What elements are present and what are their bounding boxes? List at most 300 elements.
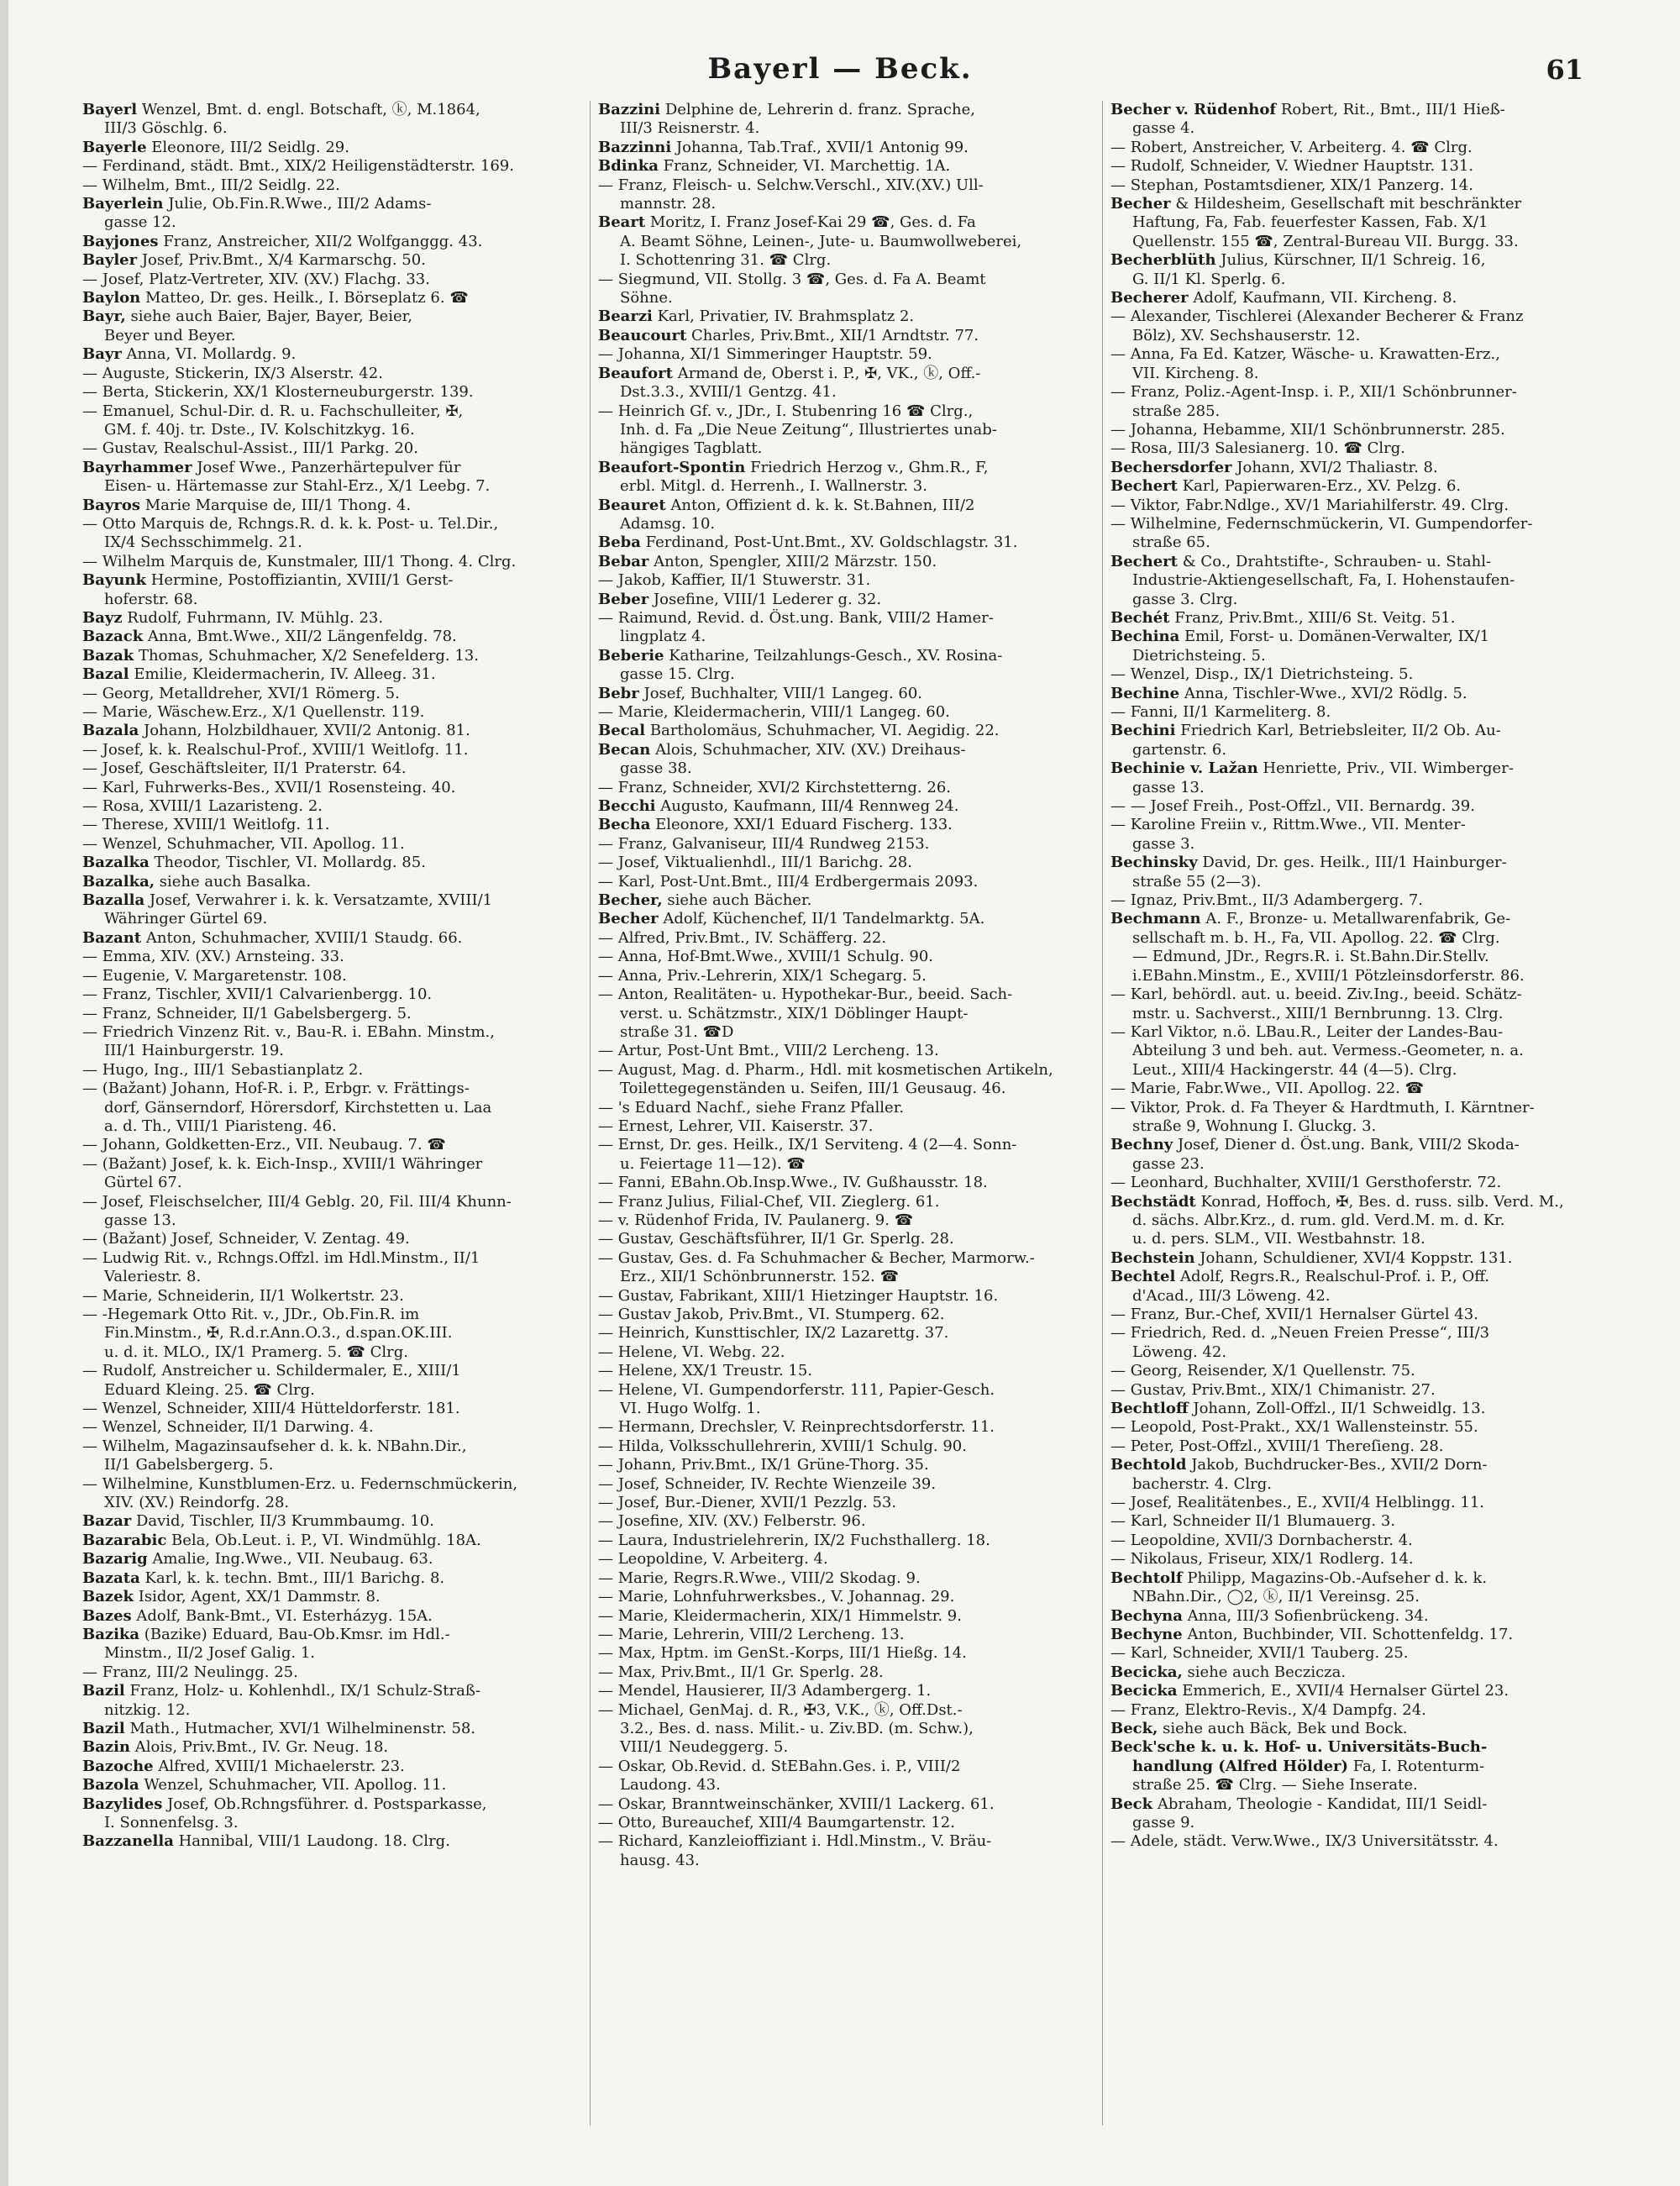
entry-surname: Bayz [82, 608, 123, 627]
entry-text: 3.2., Bes. d. nass. Milit.- u. Ziv.BD. (m. Schw.), [620, 1719, 974, 1737]
directory-entry-line [1110, 459, 1606, 477]
entry-text: Anna, Bmt.Wwe., XII/2 Längenfeldg. 78. [143, 628, 457, 646]
directory-entry-line [82, 271, 578, 289]
entry-text: — Karl, behördl. aut. u. beeid. Ziv.Ing., beeid. Schätz- [1110, 985, 1522, 1004]
entry-surname: Becherer [1110, 289, 1189, 307]
entry-text: — Berta, Stickerin, XX/1 Klosterneuburgerstr. 139. [82, 383, 474, 402]
directory-entry-line [1110, 741, 1606, 759]
entry-text: — Josef, Bur.-Diener, XVII/1 Pezzlg. 53. [598, 1494, 897, 1512]
entry-text: Josefine, VIII/1 Lederer g. 32. [648, 590, 882, 608]
entry-text: — Viktor, Fabr.Ndlge., XV/1 Mariahilferstr. 49. Clrg. [1110, 496, 1509, 514]
entry-text: Toilettegegenständen u. Seifen, III/1 Geusaug. 46. [620, 1080, 1006, 1098]
entry-text: Johann, Zoll-Offzl., II/1 Schweidlg. 13. [1188, 1400, 1486, 1418]
entry-surname: Bayr [82, 345, 122, 364]
directory-entry-line [82, 421, 578, 439]
directory-entry-line [1110, 1569, 1606, 1588]
entry-text: hoferstr. 68. [104, 590, 198, 608]
directory-entry-line [82, 647, 578, 665]
directory-entry-line [1110, 929, 1606, 948]
entry-text: — Franz, Galvaniseur, III/4 Rundweg 2153. [598, 834, 930, 853]
entry-text: — Richard, Kanzleioffiziant i. Hdl.Minstm., V. Bräu- [598, 1832, 992, 1851]
directory-entry-line [598, 741, 1094, 759]
directory-entry-line [598, 665, 1094, 684]
directory-entry-line [598, 1738, 1094, 1757]
directory-entry-line [82, 119, 578, 138]
directory-entry-line [82, 1211, 578, 1230]
entry-text: A. Beamt Söhne, Leinen-, Jute- u. Baumwollweberei, [620, 232, 1022, 250]
entry-surname: Bazola [82, 1776, 139, 1795]
entry-text: siehe auch Bäck, Bek und Bock. [1158, 1719, 1408, 1737]
entry-text: — Rosa, III/3 Salesianerg. 10. ☎ Clrg. [1110, 439, 1405, 458]
directory-entry-line [82, 345, 578, 364]
directory-entry-line [1110, 1437, 1606, 1456]
entry-text: gasse 38. [620, 759, 692, 778]
entry-text: — Friedrich Vinzenz Rit. v., Bau-R. i. EBahn. Minstm., [82, 1022, 495, 1041]
entry-surname: Bazak [82, 646, 134, 665]
entry-text: — Franz, Fleisch- u. Selchw.Verschl., XIV.(XV.) Ull- [598, 176, 984, 194]
entry-text: gasse 9. [1132, 1813, 1195, 1831]
directory-entry-line [82, 1287, 578, 1306]
directory-entry-line [1110, 1550, 1606, 1569]
entry-text: — Anton, Realitäten- u. Hypothekar-Bur., beeid. Sach- [598, 985, 1013, 1004]
entry-surname: Bazalka [82, 854, 150, 872]
directory-entry-line [1110, 1287, 1606, 1306]
directory-entry-line [1110, 779, 1606, 797]
entry-surname: Bebr [598, 684, 639, 702]
entry-surname: Bazin [82, 1738, 131, 1757]
directory-entry-line [1110, 383, 1606, 402]
entry-surname: Bazar [82, 1512, 132, 1531]
entry-text: — Karl, Schneider II/1 Blumauerg. 3. [1110, 1512, 1396, 1531]
directory-entry-line [598, 497, 1094, 515]
directory-entry-line [82, 383, 578, 402]
directory-entry-line [598, 1626, 1094, 1644]
directory-entry-line [1110, 1362, 1606, 1380]
entry-text: — Wenzel, Schneider, XIII/4 Hütteldorferstr. 181. [82, 1400, 460, 1418]
directory-entry-line [1110, 327, 1606, 345]
directory-entry-line [82, 459, 578, 477]
entry-text: — Wilhelmine, Kunstblumen-Erz. u. Federnschmückerin, [82, 1474, 518, 1493]
directory-entry-line [1110, 1475, 1606, 1494]
entry-text: — Adele, städt. Verw.Wwe., IX/3 Universitätsstr. 4. [1110, 1832, 1499, 1851]
directory-entry-line [82, 139, 578, 157]
directory-entry-line [1110, 967, 1606, 985]
entry-surname: Becher v. Rüdenhof [1110, 101, 1277, 118]
entry-text: erbl. Mitgl. d. Herrenh., I. Wallnerstr. 3. [620, 477, 927, 496]
entry-text: Karl, Privatier, IV. Brahmsplatz 2. [652, 307, 915, 326]
entry-text: — Ernest, Lehrer, VII. Kaiserstr. 37. [598, 1117, 874, 1135]
directory-entry-line [82, 233, 578, 251]
column-2 [598, 101, 1094, 2134]
directory-entry-line [82, 1456, 578, 1474]
entry-text: — Karl, Post-Unt.Bmt., III/4 Erdbergermais 2093. [598, 872, 979, 891]
directory-entry-line [1110, 157, 1606, 176]
directory-entry-line [1110, 873, 1606, 891]
directory-entry-line [1110, 1155, 1606, 1174]
directory-entry-line [1110, 365, 1606, 383]
directory-entry-line [82, 1155, 578, 1174]
entry-text: dorf, Gänserndorf, Hörersdorf, Kirchstetten u. Laa [104, 1098, 492, 1117]
directory-entry-line [82, 251, 578, 270]
directory-entry-line [598, 271, 1094, 289]
entry-text: VIII/1 Neudeggerg. 5. [620, 1738, 789, 1757]
entry-text: — Leopold, Post-Prakt., XX/1 Wallensteinstr. 55. [1110, 1418, 1478, 1437]
directory-entry-line [598, 1776, 1094, 1795]
entry-text: — Gustav, Fabrikant, XIII/1 Hietzinger Hauptstr. 16. [598, 1286, 999, 1305]
directory-entry-line [82, 1682, 578, 1700]
entry-surname: Bechstein [1110, 1248, 1195, 1267]
entry-text: — Oskar, Branntweinschänker, XVIII/1 Lackerg. 61. [598, 1795, 995, 1813]
directory-entry-line [82, 628, 578, 646]
entry-text: Henriette, Priv., VII. Wimberger- [1257, 759, 1514, 778]
entry-text: Adolf, Küchenchef, II/1 Tandelmarktg. 5A. [658, 910, 985, 928]
entry-text: Emil, Forst- u. Domänen-Verwalter, IX/1 [1179, 628, 1490, 646]
entry-text: Hannibal, VIII/1 Laudong. 18. Clrg. [173, 1832, 450, 1851]
entry-text: — Wenzel, Disp., IX/1 Dietrichsteing. 5. [1110, 665, 1414, 684]
directory-entry-line [598, 1343, 1094, 1362]
directory-entry-line [82, 1230, 578, 1248]
entry-text: Eleonore, XXI/1 Eduard Fischerg. 133. [650, 816, 953, 834]
entry-text: gasse 23. [1132, 1154, 1205, 1173]
directory-entry-line [598, 439, 1094, 458]
entry-text: gasse 13. [104, 1211, 176, 1229]
entry-surname: Bechersdorfer [1110, 458, 1232, 476]
entry-text: siehe auch Beczicza. [1182, 1663, 1347, 1681]
entry-text: Fa, I. Rotenturm- [1348, 1757, 1485, 1775]
directory-entry-line [598, 797, 1094, 816]
column-divider [1102, 101, 1103, 2126]
directory-entry-line [1110, 515, 1606, 533]
directory-entry-line [598, 213, 1094, 232]
directory-entry-line [1110, 1701, 1606, 1720]
entry-text: — Jakob, Kaffier, II/1 Stuwerstr. 31. [598, 571, 871, 590]
directory-entry-line [82, 1381, 578, 1400]
directory-entry-line [1110, 1230, 1606, 1248]
entry-text: — Stephan, Postamtsdiener, XIX/1 Panzerg. 14. [1110, 176, 1473, 194]
entry-text: — Ludwig Rit. v., Rchngs.Offzl. im Hdl.Minstm., II/1 [82, 1248, 480, 1267]
directory-entry-line [598, 1814, 1094, 1832]
directory-entry-line [82, 307, 578, 326]
directory-entry-line [1110, 759, 1606, 778]
entry-text: d. sächs. Albr.Krz., d. rum. gld. Verd.M. m. d. Kr. [1132, 1211, 1505, 1229]
directory-entry-line [598, 1117, 1094, 1136]
directory-entry-line [82, 101, 578, 119]
entry-text: — Nikolaus, Friseur, XIX/1 Rodlerg. 14. [1110, 1550, 1414, 1569]
directory-entry-line [598, 1663, 1094, 1682]
entry-text: — -Hegemark Otto Rit. v., JDr., Ob.Fin.R. im [82, 1306, 420, 1323]
directory-entry-line [1110, 1512, 1606, 1531]
entry-text: lingplatz 4. [620, 628, 706, 646]
entry-text: Augusto, Kaufmann, III/4 Rennweg 24. [655, 797, 959, 816]
directory-entry-line [1110, 497, 1606, 515]
directory-entry-line [598, 1061, 1094, 1080]
entry-surname: Bayjones [82, 232, 159, 250]
entry-surname: Bayerl [82, 101, 138, 118]
directory-entry-line [598, 533, 1094, 552]
entry-text: A. F., Bronze- u. Metallwarenfabrik, Ge- [1200, 910, 1511, 928]
entry-text: — Josef, Viktualienhdl., III/1 Barichg. 28. [598, 854, 912, 872]
entry-surname: Bazata [82, 1569, 140, 1587]
entry-text: Wenzel, Schuhmacher, VII. Apollog. 11. [139, 1776, 447, 1795]
directory-entry-line [1110, 213, 1606, 232]
directory-entry-line [82, 439, 578, 458]
entry-text: — Wenzel, Schneider, II/1 Darwing. 4. [82, 1418, 374, 1437]
entry-surname: Bayerlein [82, 195, 164, 213]
directory-entry-line [82, 591, 578, 609]
directory-entry-line [82, 1832, 578, 1851]
entry-text: Ferdinand, Post-Unt.Bmt., XV. Goldschlagstr. 31. [640, 533, 1018, 552]
entry-text: Dietrichsteing. 5. [1132, 646, 1266, 665]
directory-entry-line [1110, 1776, 1606, 1795]
entry-surname: Bayr, [82, 307, 126, 326]
entry-text: Josef, Diener d. Öst.ung. Bank, VIII/2 Skoda- [1173, 1136, 1520, 1154]
entry-text: Valeriestr. 8. [104, 1268, 202, 1286]
scan-margin-left [0, 0, 8, 2186]
page-number: 61 [1546, 54, 1583, 86]
entry-surname: Bayrhammer [82, 458, 192, 476]
entry-text: — Fanni, II/1 Karmeliterg. 8. [1110, 703, 1331, 721]
entry-text: — Therese, XVIII/1 Weitlofg. 11. [82, 816, 330, 834]
directory-entry-line [598, 1193, 1094, 1211]
entry-text: — Emma, XIV. (XV.) Arnsteing. 33. [82, 948, 344, 966]
directory-entry-line [1110, 176, 1606, 195]
entry-text: — — Josef Freih., Post-Offzl., VII. Bernardg. 39. [1110, 797, 1475, 816]
entry-text: hausg. 43. [620, 1851, 700, 1869]
entry-text: — Josef, Schneider, IV. Rechte Wienzeile 39. [598, 1474, 937, 1493]
entry-text: siehe auch Basalka. [155, 872, 312, 891]
directory-entry-line [82, 1644, 578, 1663]
directory-entry-line [598, 233, 1094, 251]
directory-entry-line [1110, 685, 1606, 703]
directory-entry-line [1110, 119, 1606, 138]
entry-text: — Rudolf, Schneider, V. Wiedner Hauptstr. 131. [1110, 157, 1474, 176]
directory-entry-line [82, 985, 578, 1004]
entry-text: Josef, Verwahrer i. k. k. Versatzamte, XVIII/1 [144, 891, 493, 910]
directory-entry-line [1110, 1381, 1606, 1400]
directory-entry-line [82, 685, 578, 703]
directory-entry-line [82, 1099, 578, 1117]
entry-surname: Becal [598, 722, 646, 740]
entry-text: gasse 15. Clrg. [620, 665, 735, 684]
directory-entry-line [598, 1852, 1094, 1870]
entry-surname: Bechyne [1110, 1625, 1183, 1643]
entry-surname: Bechtolf [1110, 1569, 1183, 1587]
directory-entry-line [82, 967, 578, 985]
directory-entry-line [82, 1701, 578, 1720]
entry-text: — Franz, Bur.-Chef, XVII/1 Hernalser Gürtel 43. [1110, 1306, 1478, 1323]
entry-surname: Beaufort-Spontin [598, 458, 746, 476]
entry-surname: Becher [598, 910, 659, 928]
directory-entry-line [82, 477, 578, 496]
directory-entry-line [598, 477, 1094, 496]
directory-entry-line [1110, 307, 1606, 326]
entry-text: — Anna, Hof-Bmt.Wwe., XVIII/1 Schulg. 90. [598, 948, 934, 966]
column-3 [1110, 101, 1606, 2134]
directory-entry-line [1110, 591, 1606, 609]
entry-text: — Josef, Platz-Vertreter, XIV. (XV.) Flachg. 33. [82, 270, 430, 288]
entry-text: Wenzel, Bmt. d. engl. Botschaft, ⓚ, M.1864, [137, 101, 480, 118]
entry-surname: Becchi [598, 797, 656, 816]
entry-text: Marie Marquise de, III/1 Thong. 4. [139, 496, 412, 514]
directory-entry-line [82, 289, 578, 307]
directory-entry-line [1110, 1720, 1606, 1738]
directory-entry-line [598, 948, 1094, 966]
entry-text: Matteo, Dr. ges. Heilk., I. Börseplatz 6. ☎ [140, 289, 469, 307]
entry-text: — Siegmund, VII. Stollg. 3 ☎, Ges. d. Fa A. Beamt [598, 270, 986, 288]
entry-surname: Becherblüth [1110, 251, 1216, 270]
entry-text: — Marie, Kleidermacherin, VIII/1 Langeg. 60. [598, 703, 950, 721]
entry-text: (Bazike) Eduard, Bau-Ob.Kmsr. im Hdl.- [139, 1625, 450, 1643]
entry-text: — Anna, Priv.-Lehrerin, XIX/1 Schegarg. 5. [598, 966, 927, 985]
directory-entry-line [598, 854, 1094, 872]
directory-entry-line [598, 1475, 1094, 1494]
entry-text: — Karl Viktor, n.ö. LBau.R., Leiter der Landes-Bau- [1110, 1022, 1504, 1041]
directory-entry-line [1110, 647, 1606, 665]
entry-text: — Franz, III/2 Neulingg. 25. [82, 1663, 298, 1681]
entry-surname: Beck, [1110, 1719, 1158, 1737]
directory-entry-line [598, 383, 1094, 402]
directory-entry-line [598, 1230, 1094, 1248]
directory-entry-line [82, 609, 578, 628]
entry-text: Bela, Ob.Leut. i. P., VI. Windmühlg. 18A. [166, 1531, 481, 1549]
directory-entry-line [82, 1795, 578, 1814]
entry-text: — Josef, Realitätenbes., E., XVII/4 Helblingg. 11. [1110, 1494, 1485, 1512]
entry-text: — Franz, Poliz.-Agent-Insp. i. P., XII/1 Schönbrunner- [1110, 383, 1517, 402]
entry-text: Anton, Schuhmacher, XVIII/1 Staudg. 66. [141, 928, 463, 947]
directory-entry-line [598, 1532, 1094, 1550]
entry-text: Anna, Tischler-Wwe., XVI/2 Rödlg. 5. [1179, 684, 1467, 702]
directory-entry-line [82, 365, 578, 383]
entry-text: Franz, Schneider, VI. Marchettig. 1A. [658, 157, 951, 176]
directory-entry-line [82, 929, 578, 948]
directory-entry-line [82, 1400, 578, 1418]
directory-entry-line [598, 1381, 1094, 1400]
directory-entry-line [1110, 1117, 1606, 1136]
directory-entry-line [82, 1437, 578, 1456]
entry-text: Philipp, Magazins-Ob.-Aufseher d. k. k. [1182, 1569, 1488, 1587]
entry-surname: Bechini [1110, 722, 1176, 740]
entry-text: Adolf, Bank-Bmt., VI. Esterházyg. 15A. [131, 1606, 433, 1625]
entry-text: — Leopoldine, V. Arbeiterg. 4. [598, 1550, 828, 1569]
entry-text: Emilie, Kleidermacherin, IV. Alleeg. 31. [129, 665, 436, 684]
entry-text: — Alexander, Tischlerei (Alexander Becherer & Franz [1110, 307, 1524, 326]
entry-text: — Rudolf, Anstreicher u. Schildermaler, E., XIII/1 [82, 1362, 461, 1380]
directory-entry-line [1110, 1306, 1606, 1324]
entry-text: — Wilhelm, Bmt., III/2 Seidlg. 22. [82, 176, 340, 194]
entry-text: David, Tischler, II/3 Krummbaumg. 10. [131, 1512, 434, 1531]
entry-text: — Friedrich, Red. d. „Neuen Freien Presse“, III/3 [1110, 1324, 1490, 1343]
directory-entry-line [598, 195, 1094, 213]
entry-surname: Bdinka [598, 157, 659, 176]
entry-text: — Karoline Freiin v., Rittm.Wwe., VII. Menter- [1110, 816, 1466, 834]
directory-entry-line [82, 1362, 578, 1380]
directory-entry-line [1110, 195, 1606, 213]
directory-entry-line [1110, 703, 1606, 722]
directory-entry-line [1110, 891, 1606, 910]
entry-text: — Josefine, XIV. (XV.) Felberstr. 96. [598, 1512, 866, 1531]
entry-surname: Becha [598, 816, 651, 834]
entry-text: Johann, Schuldiener, XVI/4 Koppstr. 131. [1194, 1248, 1513, 1267]
entry-text: Bartholomäus, Schuhmacher, VI. Aegidig. 22. [645, 722, 1000, 740]
entry-surname: Beauret [598, 496, 666, 514]
entry-text: — Hilda, Volksschullehrerin, XVIII/1 Schulg. 90. [598, 1437, 967, 1455]
entry-text: — Heinrich, Kunsttischler, IX/2 Lazarettg. 37. [598, 1324, 949, 1343]
entry-text: Söhne. [620, 289, 673, 307]
directory-entry-line [82, 1588, 578, 1606]
entry-text: — Karl, Fuhrwerks-Bes., XVII/1 Rosensteing. 40. [82, 778, 456, 796]
entry-text: — Wenzel, Schuhmacher, VII. Apollog. 11. [82, 834, 405, 853]
directory-entry-line [1110, 1607, 1606, 1626]
entry-text: Bölz), XV. Sechshauserstr. 12. [1132, 326, 1361, 344]
entry-text: — Ignaz, Priv.Bmt., II/3 Adambergerg. 7. [1110, 891, 1424, 910]
directory-entry-line [82, 1343, 578, 1362]
entry-surname: Bechtel [1110, 1268, 1176, 1286]
entry-text: Julius, Kürschner, II/1 Schreig. 16, [1215, 251, 1486, 270]
directory-entry-line [1110, 835, 1606, 854]
entry-text: Josef, Priv.Bmt., X/4 Karmarschg. 50. [137, 251, 426, 270]
directory-entry-line [1110, 1249, 1606, 1268]
directory-entry-line [598, 1174, 1094, 1192]
entry-text: III/1 Hainburgerstr. 19. [104, 1042, 285, 1060]
directory-entry-line [598, 1418, 1094, 1437]
entry-text: Industrie-Aktiengesellschaft, Fa, I. Hohenstaufen- [1132, 571, 1515, 590]
directory-entry-line [598, 1456, 1094, 1474]
entry-text: — Anna, Fa Ed. Katzer, Wäsche- u. Krawatten-Erz., [1110, 345, 1500, 364]
directory-entry-line [82, 1249, 578, 1268]
directory-entry-line [82, 741, 578, 759]
entry-text: u. d. pers. SLM., VII. Westbahnstr. 18. [1132, 1230, 1425, 1248]
directory-entry-line [82, 835, 578, 854]
directory-entry-line [598, 1080, 1094, 1098]
directory-entry-line [598, 101, 1094, 119]
entry-text: Fin.Minstm., ✠, R.d.r.Ann.O.3., d.span.OK.III. [104, 1324, 453, 1343]
entry-text: Isidor, Agent, XX/1 Dammstr. 8. [134, 1588, 381, 1606]
directory-entry-line [1110, 1211, 1606, 1230]
entry-surname: Bechert [1110, 552, 1178, 570]
entry-text: Haftung, Fa, Fab. feuerfester Kassen, Fab. X/1 [1132, 213, 1488, 232]
entry-text: siehe auch Bächer. [662, 891, 812, 910]
entry-text: — Johann, Goldketten-Erz., VII. Neubaug. 7. ☎ [82, 1136, 446, 1154]
entry-text: — Marie, Kleidermacherin, XIX/1 Himmelstr. 9. [598, 1606, 962, 1625]
entry-surname: Bazek [82, 1588, 134, 1606]
directory-entry-line [1110, 1080, 1606, 1098]
entry-text: NBahn.Dir., ◯2, ⓚ, II/1 Vereinsg. 25. [1132, 1588, 1420, 1606]
entry-text: & Co., Drahtstifte-, Schrauben- u. Stahl- [1177, 552, 1492, 570]
directory-entry-line [598, 685, 1094, 703]
directory-entry-line [1110, 233, 1606, 251]
directory-entry-line [598, 1042, 1094, 1060]
entry-text: — Artur, Post-Unt Bmt., VIII/2 Lercheng. 13. [598, 1042, 939, 1060]
entry-text: — Otto, Bureauchef, XIII/4 Baumgartenstr. 12. [598, 1813, 955, 1831]
entry-surname: Beberie [598, 646, 664, 665]
directory-entry-line [598, 1644, 1094, 1663]
directory-entry-line [598, 1400, 1094, 1418]
entry-surname: Beck'sche k. u. k. Hof- u. Universitäts-Buch- [1110, 1738, 1488, 1757]
directory-entry-line [82, 1550, 578, 1569]
entry-text: Josef, Buchhalter, VIII/1 Langeg. 60. [638, 684, 923, 702]
directory-entry-line [598, 1682, 1094, 1700]
entry-text: — Gustav, Priv.Bmt., XIX/1 Chimanistr. 27. [1110, 1380, 1436, 1399]
directory-entry-line [598, 1795, 1094, 1814]
entry-text: Hermine, Postoffiziantin, XVIII/1 Gerst- [145, 571, 454, 590]
entry-text: — Josef, Geschäftsleiter, II/1 Praterstr. 64. [82, 759, 407, 778]
directory-entry-line [1110, 1494, 1606, 1512]
directory-entry-line [598, 402, 1094, 421]
directory-entry-line [82, 1758, 578, 1776]
entry-text: hängiges Tagblatt. [620, 439, 763, 458]
entry-surname: Bechét [1110, 608, 1170, 627]
directory-entry-line [598, 421, 1094, 439]
